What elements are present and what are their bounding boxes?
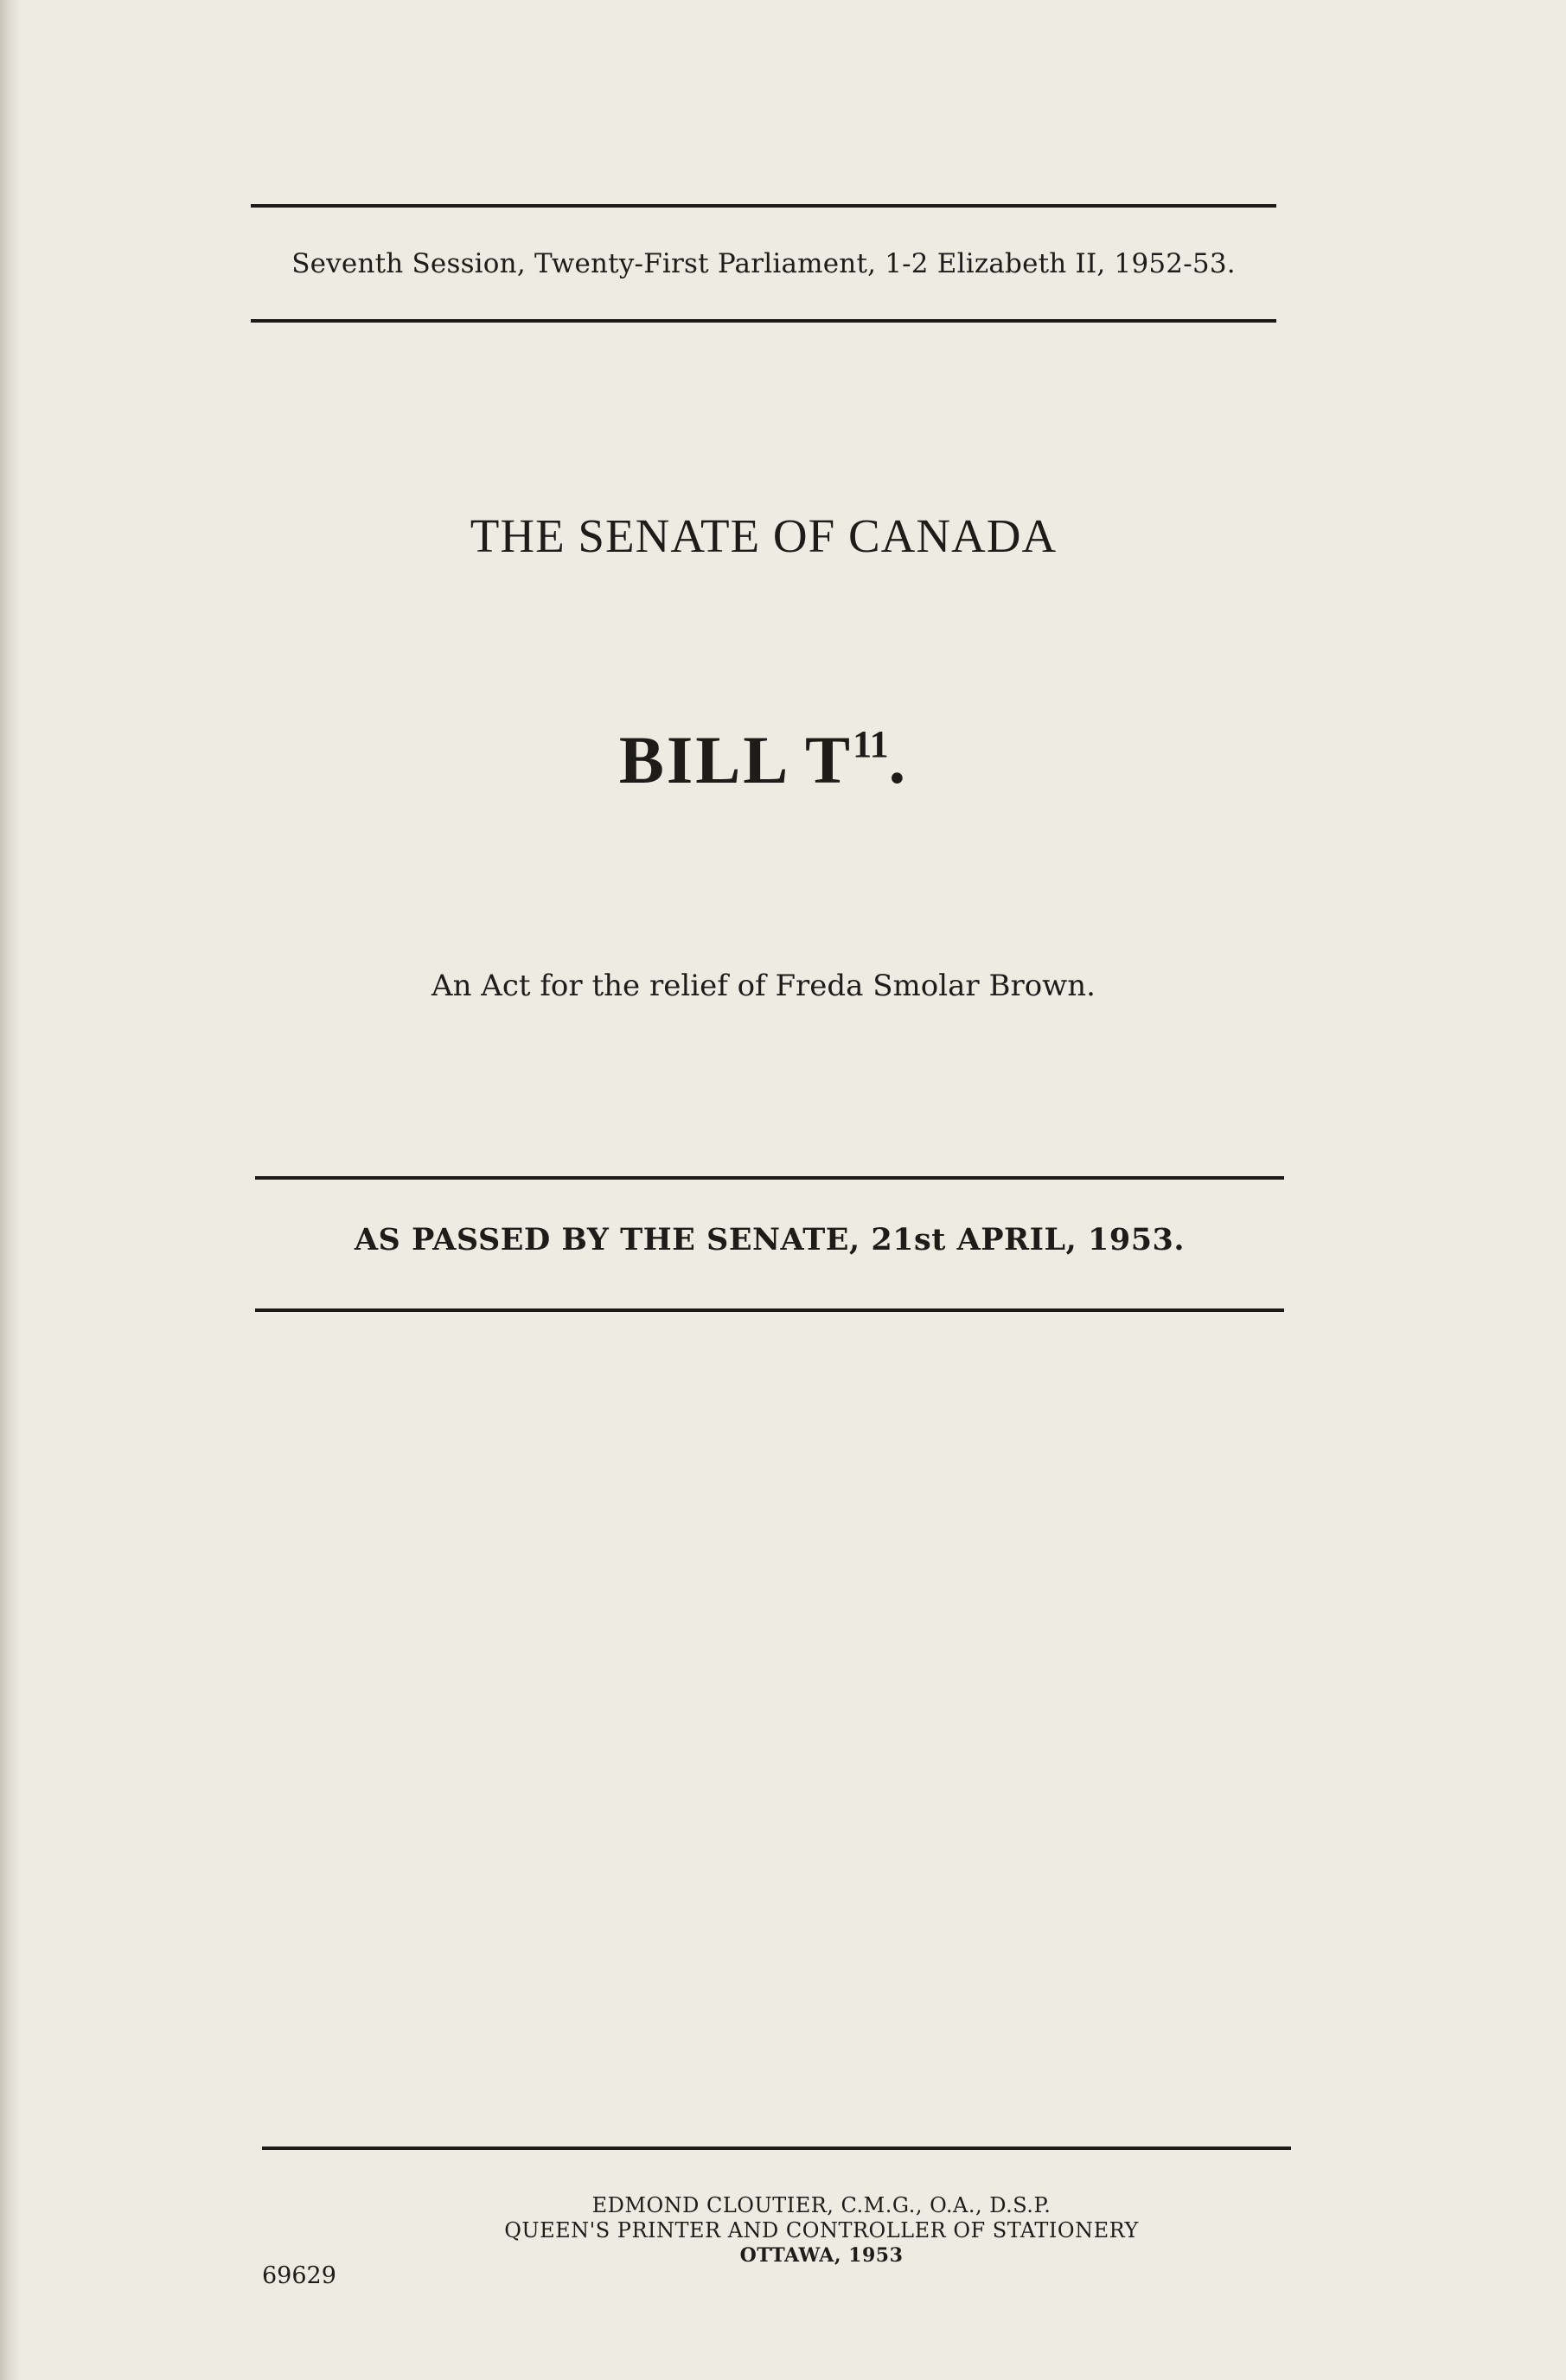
printer-line-3: OTTAWA, 1953 [739, 2244, 904, 2267]
bottom-rule [262, 2146, 1291, 2150]
printer-line-2: QUEEN'S PRINTER AND CONTROLLER OF STATIONERY [504, 2218, 1139, 2242]
passed-rule-lower [255, 1308, 1284, 1312]
act-title: An Act for the relief of Freda Smolar Brown. [431, 969, 1096, 1003]
page-edge [0, 0, 21, 2380]
top-rule-lower [251, 319, 1276, 323]
passed-line: AS PASSED BY THE SENATE, 21st APRIL, 1953. [354, 1222, 1186, 1257]
print-number: 69629 [262, 2262, 336, 2289]
bill-label: BILL T [618, 722, 853, 797]
bill-period: . [888, 722, 909, 797]
session-line: Seventh Session, Twenty-First Parliament, 1-2 Elizabeth II, 1952-53. [291, 248, 1236, 279]
passed-rule-upper [255, 1176, 1284, 1180]
bill-superscript: 11 [853, 723, 889, 765]
printer-line-1: EDMOND CLOUTIER, C.M.G., O.A., D.S.P. [591, 2193, 1051, 2217]
printer-imprint [363, 2193, 1280, 2268]
top-rule-upper [251, 204, 1276, 208]
chamber-title: THE SENATE OF CANADA [470, 509, 1058, 562]
bill-number [251, 721, 1276, 799]
